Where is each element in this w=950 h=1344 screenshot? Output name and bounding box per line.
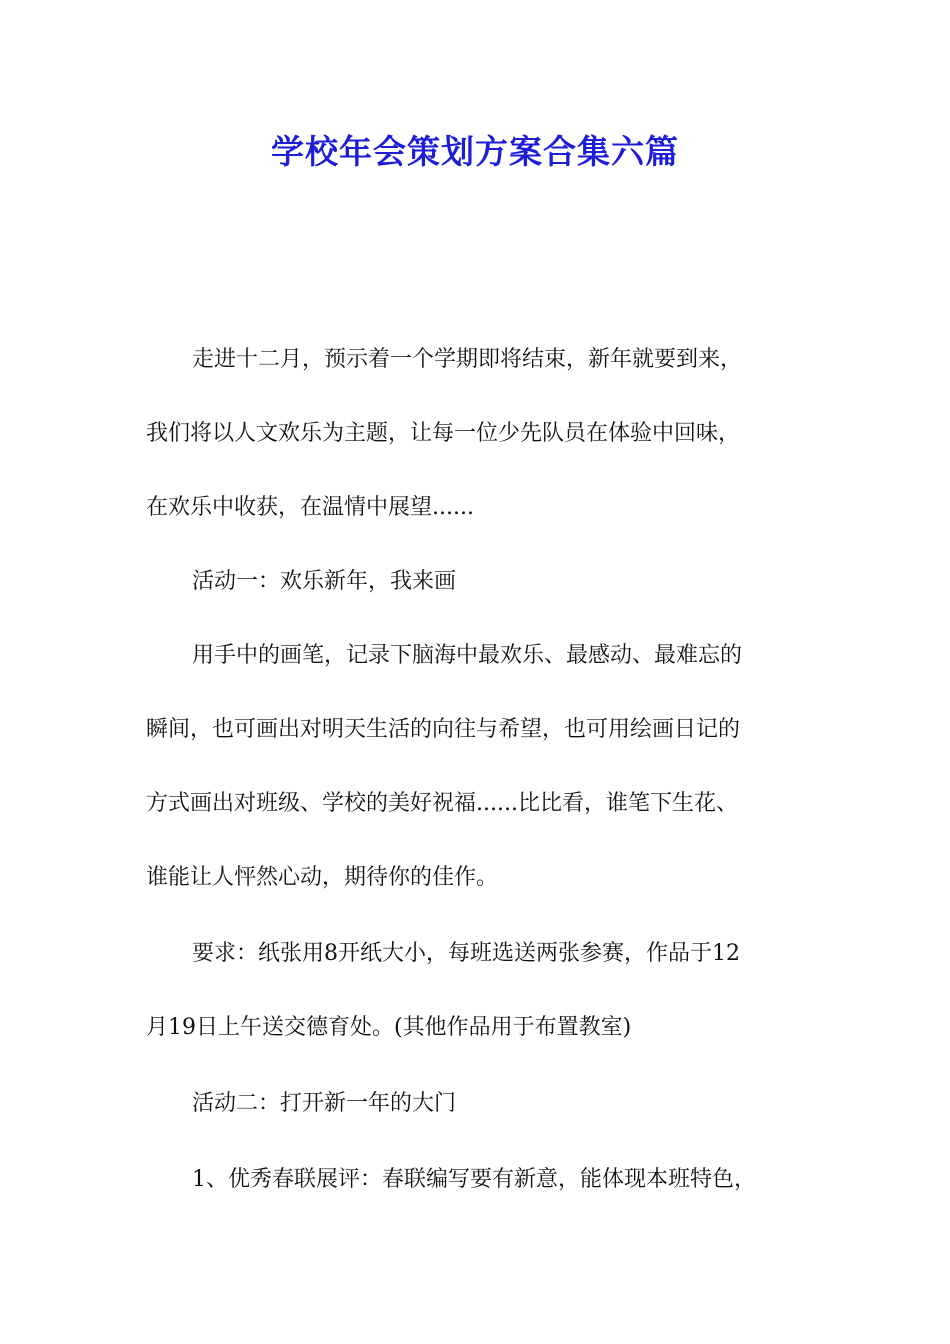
paragraph-intro-line-3: 在欢乐中收获，在温情中展望......	[146, 495, 474, 520]
paragraph-intro-line-2: 我们将以人文欢乐为主题，让每一位少先队员在体验中回味，	[146, 421, 741, 446]
requirement-line-2: 月19日上午送交德育处。(其他作品用于布置教室)	[146, 1015, 632, 1040]
activity-one-desc-line-2: 瞬间，也可画出对明天生活的向往与希望，也可用绘画日记的	[146, 717, 741, 742]
activity-two-heading: 活动二：打开新一年的大门	[192, 1091, 457, 1116]
couplet-item-line-1: 1、优秀春联展评：春联编写要有新意，能体现本班特色，	[192, 1167, 756, 1192]
activity-one-desc-line-3: 方式画出对班级、学校的美好祝福......比比看，谁笔下生花、	[146, 791, 738, 816]
paragraph-intro-line-1: 走进十二月，预示着一个学期即将结束，新年就要到来，	[192, 347, 743, 372]
requirement-line-1: 要求：纸张用8开纸大小，每班选送两张参赛，作品于12	[192, 941, 740, 966]
activity-one-desc-line-1: 用手中的画笔，记录下脑海中最欢乐、最感动、最难忘的	[192, 643, 743, 668]
activity-one-desc-line-4: 谁能让人怦然心动，期待你的佳作。	[146, 865, 499, 890]
document-title: 学校年会策划方案合集六篇	[271, 132, 679, 171]
activity-one-heading: 活动一：欢乐新年，我来画	[192, 569, 457, 594]
